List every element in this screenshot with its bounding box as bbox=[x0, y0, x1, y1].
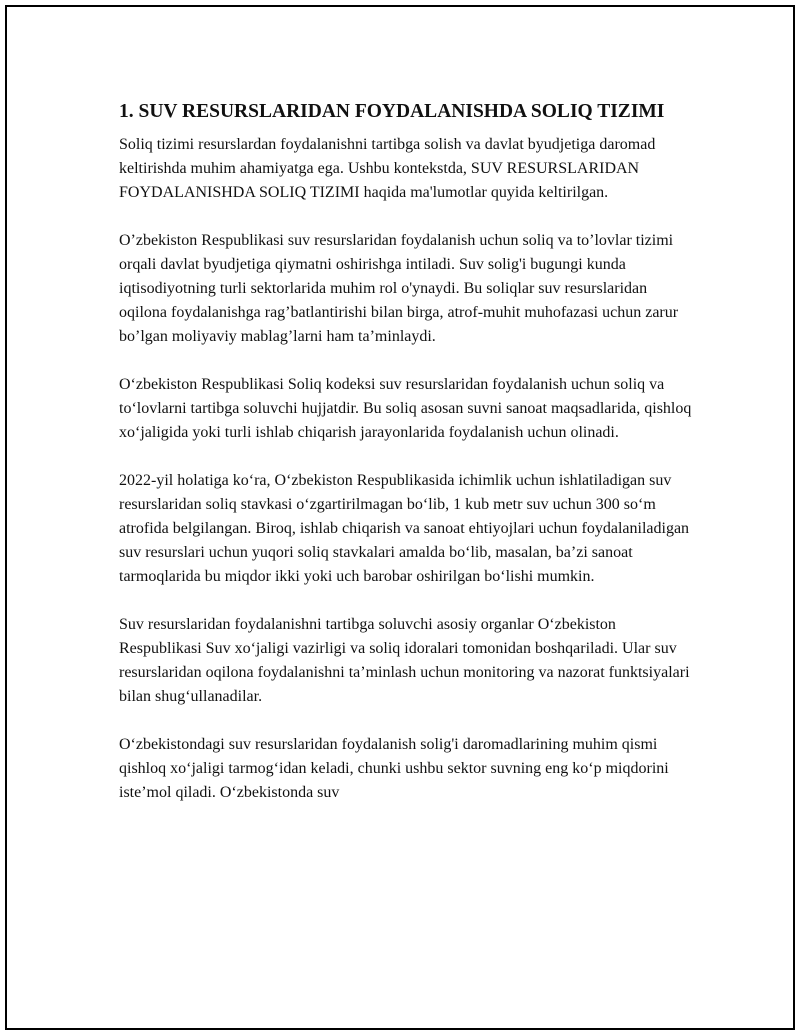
paragraph-tax-system: O’zbekiston Respublikasi suv resurslaridan foydalanish uchun soliq va to’lovlar tizimi orqali davlat byudjetiga qiymatni oshirishga intiladi. Suv solig'i bugungi kunda iqtisodiyotning turli sektorlarida muhim rol o'ynaydi. Bu soliqlar suv resurslaridan oqilona foydalanishga rag’batlantirishi bilan birga, atrof-muhit muhofazasi uchun zarur bo’lgan moliyaviy mablag’larni ham ta’minlaydi. bbox=[119, 232, 679, 345]
page-frame bbox=[5, 5, 795, 1030]
document-heading: 1. SUV RESURSLARIDAN FOYDALANISHDA SOLIQ TIZIMI bbox=[119, 101, 665, 122]
paragraph-tax-rates: 2022-yil holatiga ko‘ra, O‘zbekiston Respublikasida ichimlik uchun ishlatiladigan suv resurslaridan soliq stavkasi o‘zgartirilmagan bo‘lib, 1 kub metr suv uchun 300 so‘m atrofida belgilangan. Biroq, ishlab chiqarish va sanoat ehtiyojlari uchun foydalaniladigan suv resurslari uchun yuqori soliq stavkalari amalda bo‘lib, masalan, ba’zi sanoat tarmoqlarida bu miqdor ikki yoki uch barobar oshirilgan bo‘lishi mumkin. bbox=[119, 472, 690, 585]
paragraph-regulators: Suv resurslaridan foydalanishni tartibga soluvchi asosiy organlar O‘zbekiston Respublikasi Suv xo‘jaligi vazirligi va soliq idoralari tomonidan boshqariladi. Ular suv resurslaridan oqilona foydalanishni ta’minlash uchun monitoring va nazorat funktsiyalari bilan shug‘ullanadilar. bbox=[119, 616, 690, 705]
document-body bbox=[119, 99, 699, 829]
paragraph-agriculture: O‘zbekistondagi suv resurslaridan foydalanish solig'i daromadlarining muhim qismi qishloq xo‘jaligi tarmog‘idan keladi, chunki ushbu sektor suvning eng ko‘p miqdorini iste’mol qiladi. O‘zbekistonda suv bbox=[119, 736, 669, 801]
paragraph-intro: Soliq tizimi resurslardan foydalanishni tartibga solish va davlat byudjetiga daromad keltirishda muhim ahamiyatga ega. Ushbu kontekstda, SUV RESURSLARIDAN FOYDALANISHDA SOLIQ TIZIMI haqida ma'lumotlar quyida keltirilgan. bbox=[119, 136, 656, 201]
paragraph-tax-code: O‘zbekiston Respublikasi Soliq kodeksi suv resurslaridan foydalanish uchun soliq va to‘lovlarni tartibga soluvchi hujjatdir. Bu soliq asosan suvni sanoat maqsadlarida, qishloq xo‘jaligida yoki turli ishlab chiqarish jarayonlarida foydalanish uchun olinadi. bbox=[119, 376, 692, 441]
